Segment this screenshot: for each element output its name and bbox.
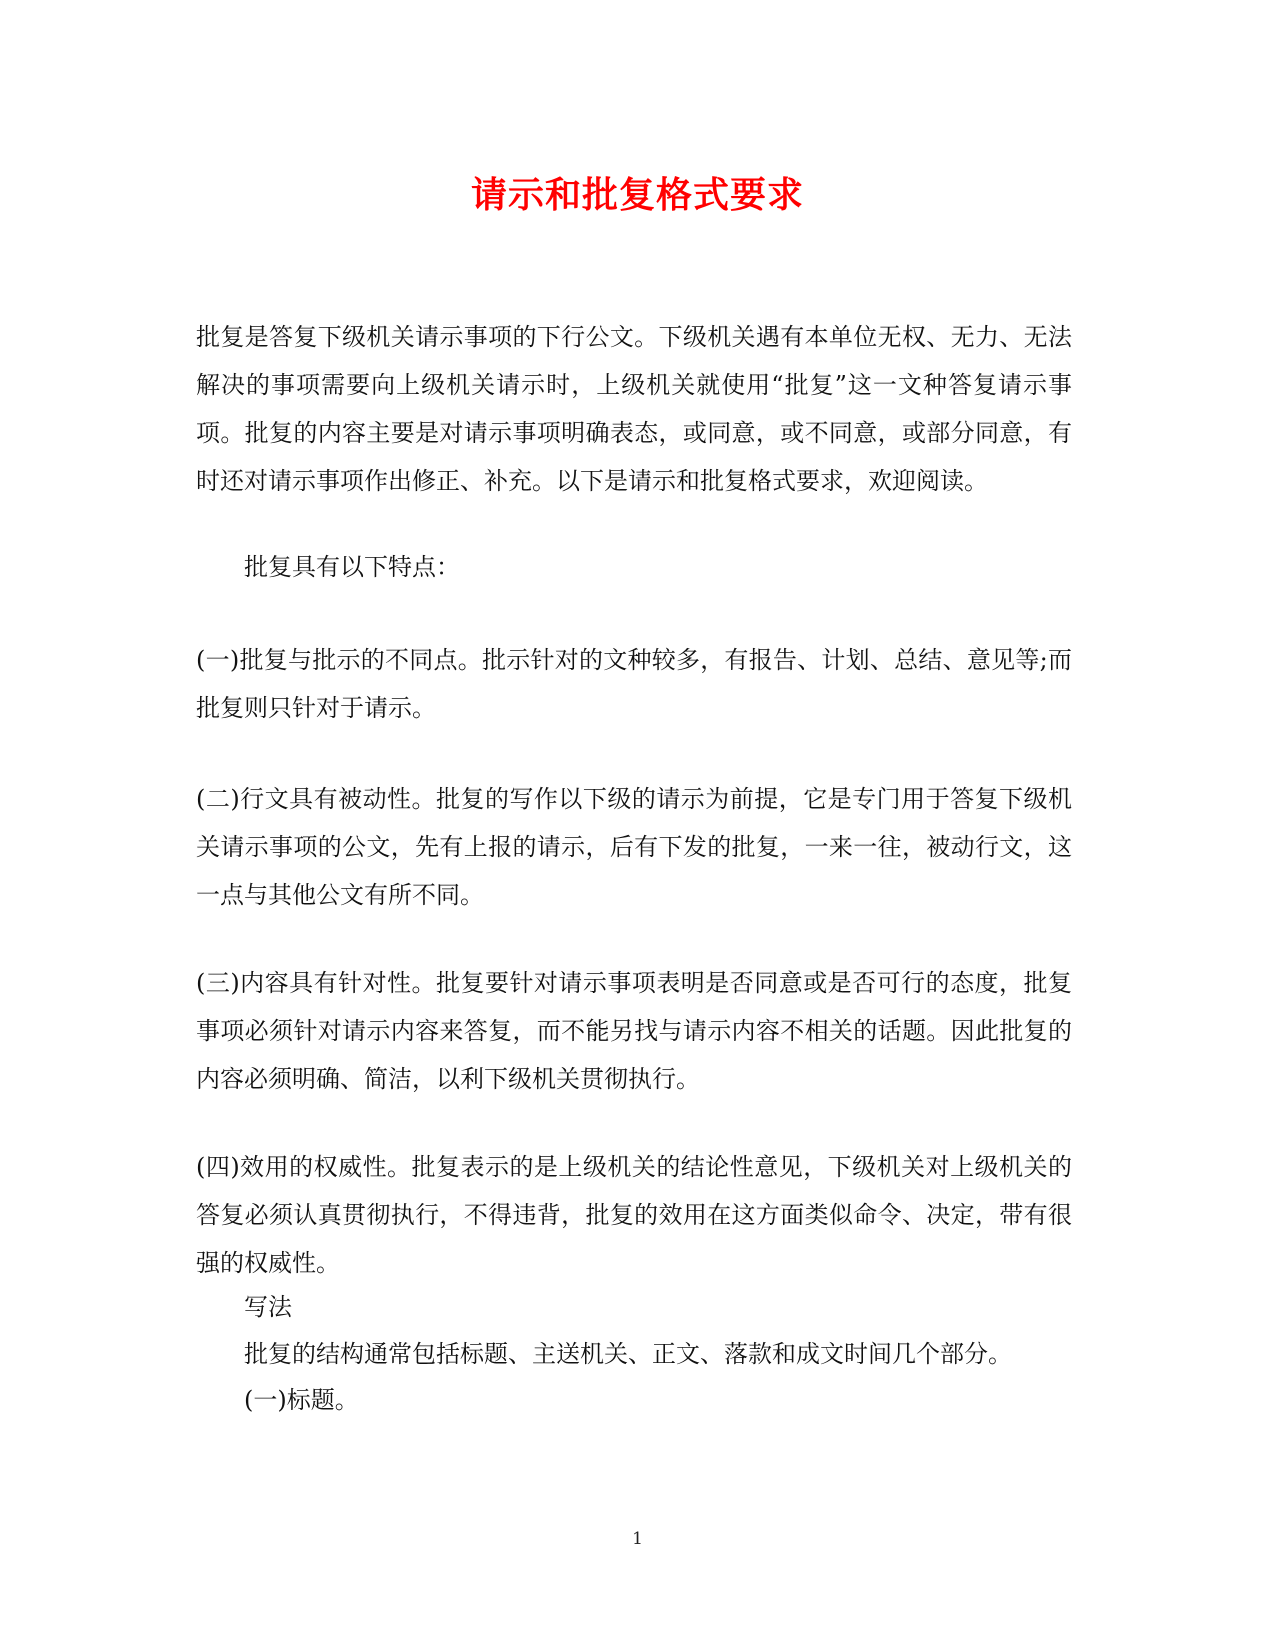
- feature-paragraph-1: (一)批复与批示的不同点。批示针对的文种较多，有报告、计划、总结、意见等;而批复则只针对于请示。: [196, 646, 1072, 722]
- features-heading: 批复具有以下特点：: [244, 553, 460, 581]
- subheading-title: (一)标题。: [244, 1386, 359, 1414]
- section-heading-writing: 写法: [244, 1293, 292, 1321]
- feature-paragraph-3: (三)内容具有针对性。批复要针对请示事项表明是否同意或是否可行的态度，批复事项必须针对请示内容来答复，而不能另找与请示内容不相关的话题。因此批复的内容必须明确、简洁，以利下级机关贯彻执行。: [196, 969, 1072, 1093]
- page-number: 1: [632, 1529, 643, 1549]
- feature-paragraph-2: (二)行文具有被动性。批复的写作以下级的请示为前提，它是专门用于答复下级机关请示事项的公文，先有上报的请示，后有下发的批复，一来一往，被动行文，这一点与其他公文有所不同。: [196, 785, 1072, 909]
- feature-paragraph-4: (四)效用的权威性。批复表示的是上级机关的结论性意见，下级机关对上级机关的答复必须认真贯彻执行，不得违背，批复的效用在这方面类似命令、决定，带有很强的权威性。: [196, 1153, 1072, 1277]
- structure-paragraph: 批复的结构通常包括标题、主送机关、正文、落款和成文时间几个部分。: [244, 1340, 1012, 1368]
- intro-paragraph: 批复是答复下级机关请示事项的下行公文。下级机关遇有本单位无权、无力、无法解决的事项需要向上级机关请示时，上级机关就使用“批复”这一文种答复请示事项。批复的内容主要是对请示事项明确表态，或同意，或不同意，或部分同意，有时还对请示事项作出修正、补充。以下是请示和批复格式要求，欢迎阅读。: [196, 323, 1072, 495]
- document-title: 请示和批复格式要求: [470, 174, 804, 216]
